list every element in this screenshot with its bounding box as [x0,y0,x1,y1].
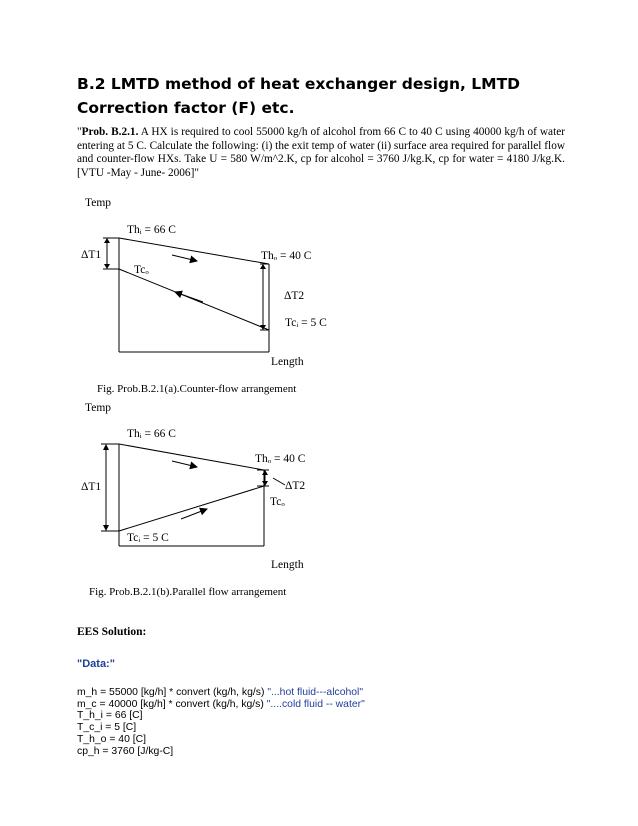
problem-statement [77,126,565,180]
tc-out-label: Tcₒ [134,264,149,276]
th-out-label: Thₒ = 40 C [255,453,306,465]
th-in-label: Thᵢ = 66 C [127,428,176,440]
cold-fluid-line [119,486,264,531]
th-in-label: Thᵢ = 66 C [127,224,176,236]
dt2-leader [273,478,285,485]
dt2-label: ΔT2 [284,290,305,302]
problem-label: Prob. B.2.1. [81,126,139,138]
quote-open: " [77,126,82,138]
hot-flow-arrow [172,461,197,467]
ees-data-label: "Data:" [77,658,115,670]
dt2-label: ΔT2 [285,480,306,492]
length-axis-label: Length [271,356,304,368]
problem-text: A HX is required to cool 55000 kg/h of alcohol from 66 C to 40 C using 40000 kg/h of water entering at 5 C. Calculate the following: (i) the exit temp of water (ii) surface area required for parallel flow and counter-flow HXs. Take U = 580 W/m^2.K, cp for alcohol = 3760 J/kg.K, cp for water = 4180 J/kg.K. [VTU -May - June- 2006]" [77,126,565,179]
tc-in-label: Tcᵢ = 5 C [127,532,169,544]
tc-out-label: Tcₒ [270,496,285,508]
code-line: T_c_i = 5 [C] [77,722,137,734]
cold-fluid-line [119,269,269,330]
code-line: m_c = 40000 [kg/h] * convert (kg/h, kg/s) "....cold fluid -- water" [77,698,365,710]
ees-solution-title: EES Solution: [77,626,147,638]
temp-axis-label: Temp [85,402,112,414]
th-out-label: Thₒ = 40 C [261,250,312,262]
temp-axis-label: Temp [85,197,112,209]
hot-flow-arrow [172,255,197,261]
parallel-flow-figure [77,398,347,578]
figure-a-caption: Fig. Prob.B.2.1(a).Counter-flow arrangement [97,383,297,395]
counter-flow-figure [77,192,347,382]
code-line: T_h_o = 40 [C] [77,733,147,745]
tc-in-label: Tcᵢ = 5 C [285,317,327,329]
code-comment: "...hot fluid---alcohol" [267,687,364,698]
dt1-label: ΔT1 [81,481,102,493]
code-line: cp_h = 3760 [J/kg-C] [77,745,174,757]
parallel-flow-diagram [77,398,347,578]
counter-flow-diagram [77,192,347,382]
section-heading: B.2 LMTD method of heat exchanger design, LMTD Correction factor (F) etc. [77,75,521,117]
length-axis-label: Length [271,559,304,571]
cold-flow-arrow [175,292,203,302]
code-line: T_h_i = 66 [C] [77,710,143,722]
dt1-label: ΔT1 [81,249,102,261]
code-line: m_h = 55000 [kg/h] * convert (kg/h, kg/s) "...hot fluid---alcohol" [77,687,364,698]
code-comment: "....cold fluid -- water" [266,698,365,710]
figure-b-caption: Fig. Prob.B.2.1(b).Parallel flow arrangement [89,586,287,598]
ees-code-block [77,687,365,757]
